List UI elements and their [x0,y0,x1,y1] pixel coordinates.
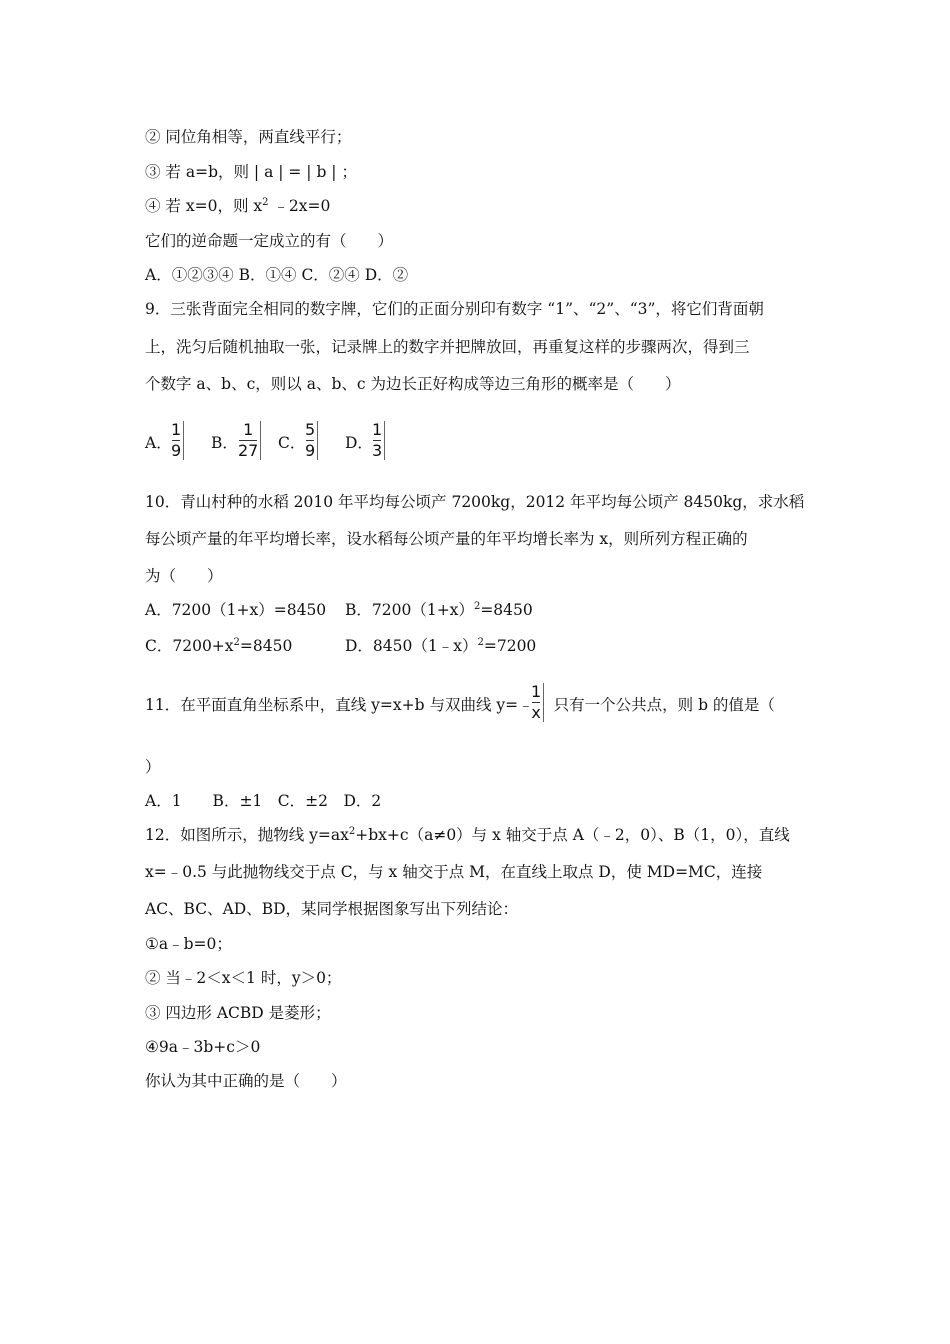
q9-option-c-fraction: 5 9 [305,421,318,460]
q11-fraction: 1 x [531,683,544,722]
q11-line-1: 11．在平面直角坐标系中，直线 y=x+b 与双曲线 y=﹣ 只有一个公共点，则 b 的值是（ [145,696,775,714]
q8-statement-4: ④ 若 x=0，则 $x^2$ ﹣2x=0 [145,197,331,215]
q10-option-d: D．8450（1﹣x）$^2$=7200 [345,637,537,655]
q9-option-b-fraction: 1 27 [238,421,261,460]
q9-line-1: 9．三张背面完全相同的数字牌，它们的正面分别印有数字 “1”、“2”、“3”，将它们背面朝 [145,300,764,318]
q9-option-a-fraction: 1 9 [171,421,184,460]
q10-line-3: 为（ ） [145,567,223,585]
q9-line-2: 上，洗匀后随机抽取一张，记录牌上的数字并把牌放回，再重复这样的步骤两次，得到三 [145,338,750,356]
q12-conclusion-1: ①a﹣b=0； [145,935,232,953]
q9-line-3: 个数字 a、b、c，则以 a、b、c 为边长正好构成等边三角形的概率是（ ） [145,375,681,393]
q12-question: 你认为其中正确的是（ ） [145,1072,347,1090]
q12-line-1: 12．如图所示，抛物线 $y=ax^2+bx+c(a\ne 0)$与 x 轴交于点 A（﹣2，0）、B（1，0），直线 [145,826,790,844]
q8-statement-2: ② 同位角相等，两直线平行； [145,128,352,146]
q10-option-c: C．$7200+x^2=8450$ [145,637,293,655]
q10-option-a: A．7200（1+x）=8450 [145,601,327,619]
q8-statement-3: ③ 若 a=b，则 | a | = | b | ； [145,163,357,181]
q12-conclusion-4: ④9a﹣3b+c＞0 [145,1038,261,1056]
q9-option-b-label: B． [211,434,238,452]
q10-option-b: B．$7200(1+x)^2=8450$ [345,601,533,619]
q9-option-c-label: C． [278,434,306,452]
q10-line-1: 10．青山村种的水稻 2010 年平均每公顷产 7200kg，2012 年平均每公顷产 8450kg，求水稻 [145,493,805,511]
q12-conclusion-2: ② 当﹣2＜x＜1 时，y＞0； [145,969,342,987]
q12-line-3: AC、BC、AD、BD，某同学根据图象写出下列结论： [145,900,519,918]
q12-line-2: x=﹣0.5 与此抛物线交于点 C，与 x 轴交于点 M，在直线上取点 D，使 MD=MC，连接 [145,863,763,881]
q8-options: A．①②③④ B．①④ C．②④ D．② [145,266,409,284]
q11-options: A．1 B．±1 C．±2 D．2 [145,792,382,810]
q11-line-2: ） [145,758,161,776]
q9-option-d-label: D． [345,434,373,452]
q9-option-a-label: A． [145,434,172,452]
q12-conclusion-3: ③ 四边形 ACBD 是菱形； [145,1004,331,1022]
q9-option-d-fraction: 1 3 [372,421,385,460]
q10-line-2: 每公顷产量的年平均增长率，设水稻每公顷产量的年平均增长率为 x，则所列方程正确的 [145,530,748,548]
q8-question: 它们的逆命题一定成立的有（ ） [145,232,394,250]
